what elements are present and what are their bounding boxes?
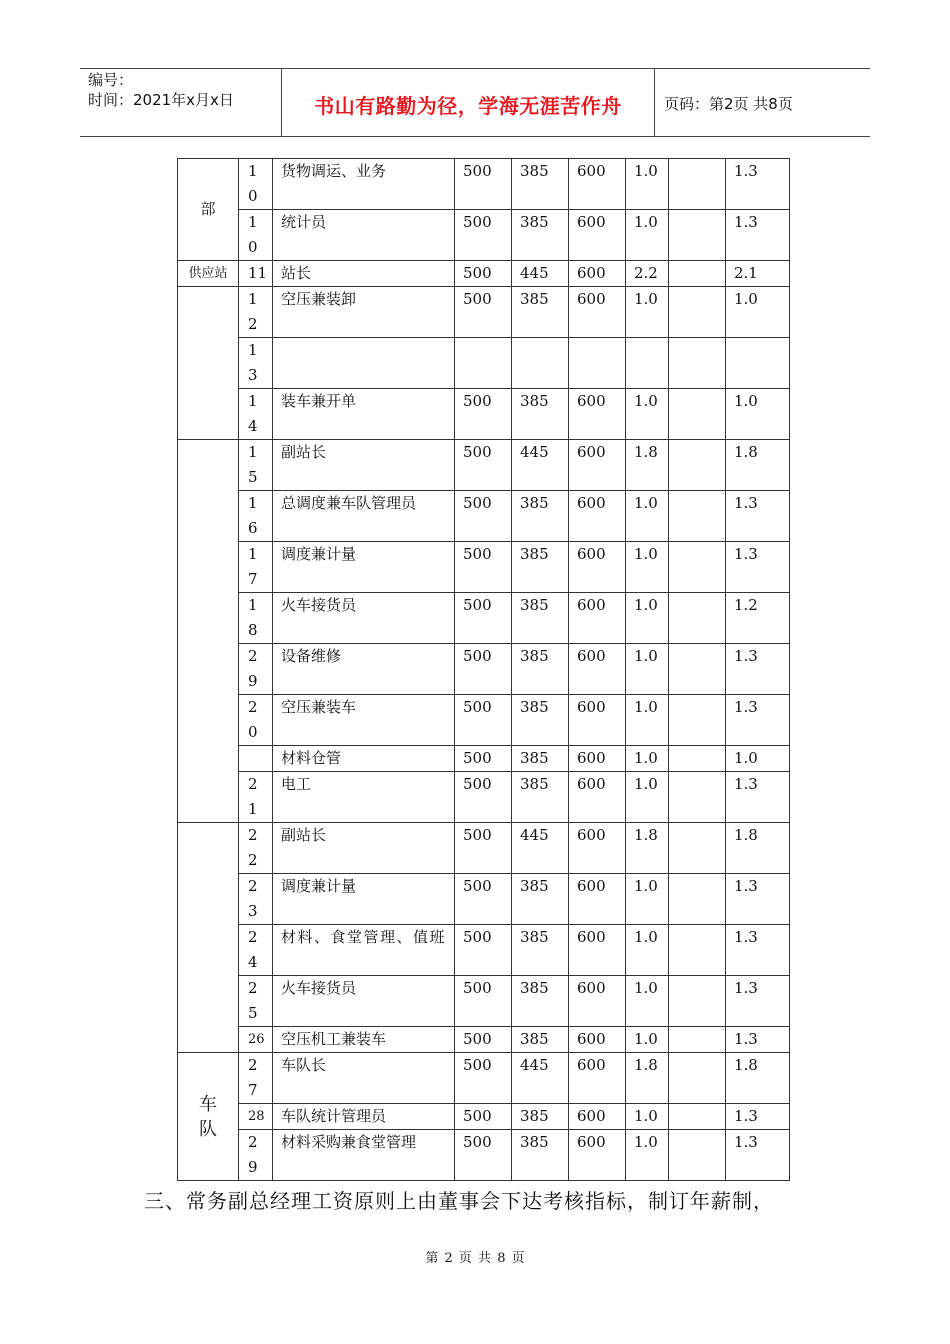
dept-label: 车	[199, 1093, 217, 1115]
value-cell: 1.3	[726, 491, 790, 542]
post-name: 火车接货员	[273, 976, 455, 1027]
value-cell: 1.0	[726, 746, 790, 772]
table-row	[178, 491, 790, 542]
dept-cell	[178, 823, 239, 1053]
post-name: 材料采购兼食堂管理	[273, 1130, 455, 1181]
value-cell: 385	[512, 1027, 569, 1053]
value-cell: 1.0	[726, 287, 790, 338]
value-cell: 1.8	[726, 440, 790, 491]
row-number: 2 1	[239, 772, 273, 823]
table-row	[178, 1104, 790, 1130]
value-cell: 500	[455, 210, 512, 261]
value-cell: 1.0	[626, 695, 669, 746]
value-cell: 600	[569, 159, 626, 210]
value-cell	[626, 338, 669, 389]
post-name: 电工	[273, 772, 455, 823]
value-cell: 385	[512, 287, 569, 338]
value-cell: 600	[569, 823, 626, 874]
value-cell: 445	[512, 823, 569, 874]
value-cell: 500	[455, 287, 512, 338]
value-cell: 385	[512, 491, 569, 542]
page-footer: 第 2 页 共 8 页	[425, 1251, 525, 1266]
value-cell: 445	[512, 261, 569, 287]
value-cell: 385	[512, 644, 569, 695]
value-cell: 1.3	[726, 1130, 790, 1181]
value-cell: 1.0	[626, 1027, 669, 1053]
value-cell: 1.0	[626, 542, 669, 593]
value-cell: 600	[569, 695, 626, 746]
value-cell: 1.0	[626, 593, 669, 644]
value-cell	[669, 491, 726, 542]
value-cell: 500	[455, 772, 512, 823]
row-number	[239, 746, 273, 772]
dept-label: 队	[199, 1118, 217, 1140]
value-cell: 1.3	[726, 925, 790, 976]
row-number: 11	[239, 261, 273, 287]
value-cell: 2.1	[726, 261, 790, 287]
table-row	[178, 287, 790, 338]
header-page-label: 页码：第2页 共8页	[664, 95, 793, 113]
value-cell	[669, 261, 726, 287]
value-cell: 1.0	[626, 389, 669, 440]
value-cell: 600	[569, 491, 626, 542]
header-divider-right	[654, 68, 655, 136]
table-row	[178, 159, 790, 210]
header-top-rule	[80, 68, 870, 69]
value-cell: 600	[569, 1027, 626, 1053]
post-name: 副站长	[273, 440, 455, 491]
value-cell	[669, 1053, 726, 1104]
row-number: 1 7	[239, 542, 273, 593]
value-cell: 1.0	[626, 491, 669, 542]
table-row	[178, 1130, 790, 1181]
post-name: 调度兼计量	[273, 542, 455, 593]
value-cell: 1.3	[726, 1104, 790, 1130]
table-row	[178, 746, 790, 772]
value-cell: 385	[512, 695, 569, 746]
value-cell: 385	[512, 542, 569, 593]
header-info	[88, 70, 234, 110]
row-number: 1 4	[239, 389, 273, 440]
value-cell	[512, 338, 569, 389]
value-cell: 1.3	[726, 159, 790, 210]
value-cell: 385	[512, 1130, 569, 1181]
value-cell: 600	[569, 389, 626, 440]
post-name: 空压兼装车	[273, 695, 455, 746]
value-cell: 500	[455, 644, 512, 695]
table-row	[178, 338, 790, 389]
dept-label: 部	[200, 200, 216, 218]
value-cell: 600	[569, 440, 626, 491]
table-row	[178, 976, 790, 1027]
row-number: 2 2	[239, 823, 273, 874]
value-cell: 1.0	[626, 976, 669, 1027]
post-name: 统计员	[273, 210, 455, 261]
value-cell	[669, 874, 726, 925]
header-motto: 书山有路勤为径，学海无涯苦作舟	[314, 94, 622, 118]
value-cell: 500	[455, 746, 512, 772]
post-name: 材料、食堂管理、值班	[273, 925, 455, 976]
value-cell	[669, 925, 726, 976]
value-cell	[669, 746, 726, 772]
value-cell: 600	[569, 261, 626, 287]
value-cell: 1.2	[726, 593, 790, 644]
post-name: 装车兼开单	[273, 389, 455, 440]
value-cell: 1.0	[726, 389, 790, 440]
value-cell: 500	[455, 925, 512, 976]
value-cell	[569, 338, 626, 389]
value-cell: 500	[455, 1130, 512, 1181]
row-number: 2 5	[239, 976, 273, 1027]
table-row	[178, 593, 790, 644]
value-cell: 1.3	[726, 1027, 790, 1053]
value-cell: 600	[569, 1104, 626, 1130]
value-cell: 500	[455, 389, 512, 440]
post-name: 站长	[273, 261, 455, 287]
value-cell: 500	[455, 261, 512, 287]
table-row	[178, 389, 790, 440]
value-cell: 385	[512, 746, 569, 772]
value-cell: 1.8	[726, 1053, 790, 1104]
value-cell: 385	[512, 772, 569, 823]
value-cell: 1.0	[626, 772, 669, 823]
value-cell: 500	[455, 440, 512, 491]
value-cell: 1.8	[726, 823, 790, 874]
dept-cell: 供应站	[178, 261, 239, 287]
value-cell	[455, 338, 512, 389]
value-cell: 385	[512, 389, 569, 440]
value-cell: 500	[455, 1027, 512, 1053]
value-cell	[669, 159, 726, 210]
value-cell: 600	[569, 287, 626, 338]
dept-cell	[178, 159, 239, 261]
value-cell: 1.3	[726, 542, 790, 593]
row-number: 28	[239, 1104, 273, 1130]
value-cell	[669, 542, 726, 593]
table-row	[178, 874, 790, 925]
value-cell	[669, 210, 726, 261]
table-row	[178, 925, 790, 976]
value-cell	[669, 1130, 726, 1181]
value-cell: 500	[455, 593, 512, 644]
value-cell	[669, 1027, 726, 1053]
post-name: 总调度兼车队管理员	[273, 491, 455, 542]
value-cell	[669, 976, 726, 1027]
row-number: 1 0	[239, 210, 273, 261]
table-row	[178, 542, 790, 593]
value-cell	[669, 823, 726, 874]
value-cell: 1.0	[626, 210, 669, 261]
value-cell: 1.0	[626, 874, 669, 925]
value-cell	[726, 338, 790, 389]
value-cell: 500	[455, 695, 512, 746]
value-cell: 600	[569, 746, 626, 772]
value-cell	[669, 695, 726, 746]
value-cell: 500	[455, 159, 512, 210]
value-cell: 600	[569, 772, 626, 823]
value-cell: 1.3	[726, 874, 790, 925]
row-number: 26	[239, 1027, 273, 1053]
value-cell: 1.0	[626, 746, 669, 772]
value-cell: 500	[455, 542, 512, 593]
table-row	[178, 772, 790, 823]
value-cell: 1.3	[726, 695, 790, 746]
post-name: 货物调运、业务	[273, 159, 455, 210]
row-number: 1 3	[239, 338, 273, 389]
value-cell: 1.8	[626, 823, 669, 874]
row-number: 2 7	[239, 1053, 273, 1104]
row-number: 1 8	[239, 593, 273, 644]
post-name: 副站长	[273, 823, 455, 874]
value-cell: 600	[569, 976, 626, 1027]
row-number: 1 5	[239, 440, 273, 491]
row-number: 2 9	[239, 644, 273, 695]
table-row	[178, 823, 790, 874]
value-cell	[669, 338, 726, 389]
post-name	[273, 338, 455, 389]
salary-table	[177, 158, 790, 1181]
value-cell: 500	[455, 1104, 512, 1130]
value-cell: 1.3	[726, 976, 790, 1027]
post-name: 设备维修	[273, 644, 455, 695]
table-row	[178, 1027, 790, 1053]
value-cell: 1.0	[626, 1130, 669, 1181]
row-number: 1 2	[239, 287, 273, 338]
table-row	[178, 695, 790, 746]
value-cell: 600	[569, 644, 626, 695]
value-cell: 600	[569, 210, 626, 261]
value-cell: 500	[455, 874, 512, 925]
dept-cell	[178, 1053, 239, 1181]
document-number-label: 编号：	[88, 71, 134, 89]
row-number: 1 0	[239, 159, 273, 210]
value-cell: 385	[512, 210, 569, 261]
document-date-label: 时间：2021年x月x日	[88, 91, 234, 109]
table-row	[178, 1053, 790, 1104]
value-cell: 600	[569, 542, 626, 593]
table-row	[178, 261, 790, 287]
body-paragraph: 三、常务副总经理工资原则上由董事会下达考核指标，制订年薪制，	[144, 1189, 774, 1213]
value-cell: 385	[512, 874, 569, 925]
value-cell: 1.8	[626, 440, 669, 491]
post-name: 空压兼装卸	[273, 287, 455, 338]
post-name: 空压机工兼装车	[273, 1027, 455, 1053]
value-cell: 1.3	[726, 644, 790, 695]
value-cell: 385	[512, 593, 569, 644]
value-cell: 600	[569, 1053, 626, 1104]
table-row	[178, 440, 790, 491]
value-cell	[669, 593, 726, 644]
value-cell: 1.3	[726, 210, 790, 261]
value-cell: 1.0	[626, 925, 669, 976]
value-cell: 600	[569, 593, 626, 644]
value-cell: 385	[512, 1104, 569, 1130]
value-cell: 600	[569, 874, 626, 925]
table-row	[178, 210, 790, 261]
value-cell: 500	[455, 823, 512, 874]
dept-cell	[178, 440, 239, 823]
value-cell: 1.0	[626, 287, 669, 338]
value-cell: 1.0	[626, 1104, 669, 1130]
table-row	[178, 644, 790, 695]
row-number: 2 0	[239, 695, 273, 746]
value-cell: 385	[512, 976, 569, 1027]
value-cell: 385	[512, 159, 569, 210]
value-cell: 1.0	[626, 644, 669, 695]
row-number: 1 6	[239, 491, 273, 542]
post-name: 材料仓管	[273, 746, 455, 772]
header-bottom-rule	[80, 136, 870, 137]
value-cell: 2.2	[626, 261, 669, 287]
value-cell: 500	[455, 1053, 512, 1104]
value-cell	[669, 440, 726, 491]
post-name: 火车接货员	[273, 593, 455, 644]
value-cell: 1.0	[626, 159, 669, 210]
value-cell	[669, 389, 726, 440]
value-cell: 500	[455, 491, 512, 542]
value-cell	[669, 772, 726, 823]
value-cell: 445	[512, 440, 569, 491]
post-name: 车队长	[273, 1053, 455, 1104]
row-number: 2 4	[239, 925, 273, 976]
value-cell: 1.8	[626, 1053, 669, 1104]
post-name: 车队统计管理员	[273, 1104, 455, 1130]
value-cell: 600	[569, 925, 626, 976]
value-cell	[669, 287, 726, 338]
value-cell: 385	[512, 925, 569, 976]
value-cell: 445	[512, 1053, 569, 1104]
value-cell: 600	[569, 1130, 626, 1181]
post-name: 调度兼计量	[273, 874, 455, 925]
dept-cell	[178, 287, 239, 440]
row-number: 2 3	[239, 874, 273, 925]
value-cell	[669, 1104, 726, 1130]
row-number: 2 9	[239, 1130, 273, 1181]
value-cell	[669, 644, 726, 695]
value-cell: 500	[455, 976, 512, 1027]
value-cell: 1.3	[726, 772, 790, 823]
